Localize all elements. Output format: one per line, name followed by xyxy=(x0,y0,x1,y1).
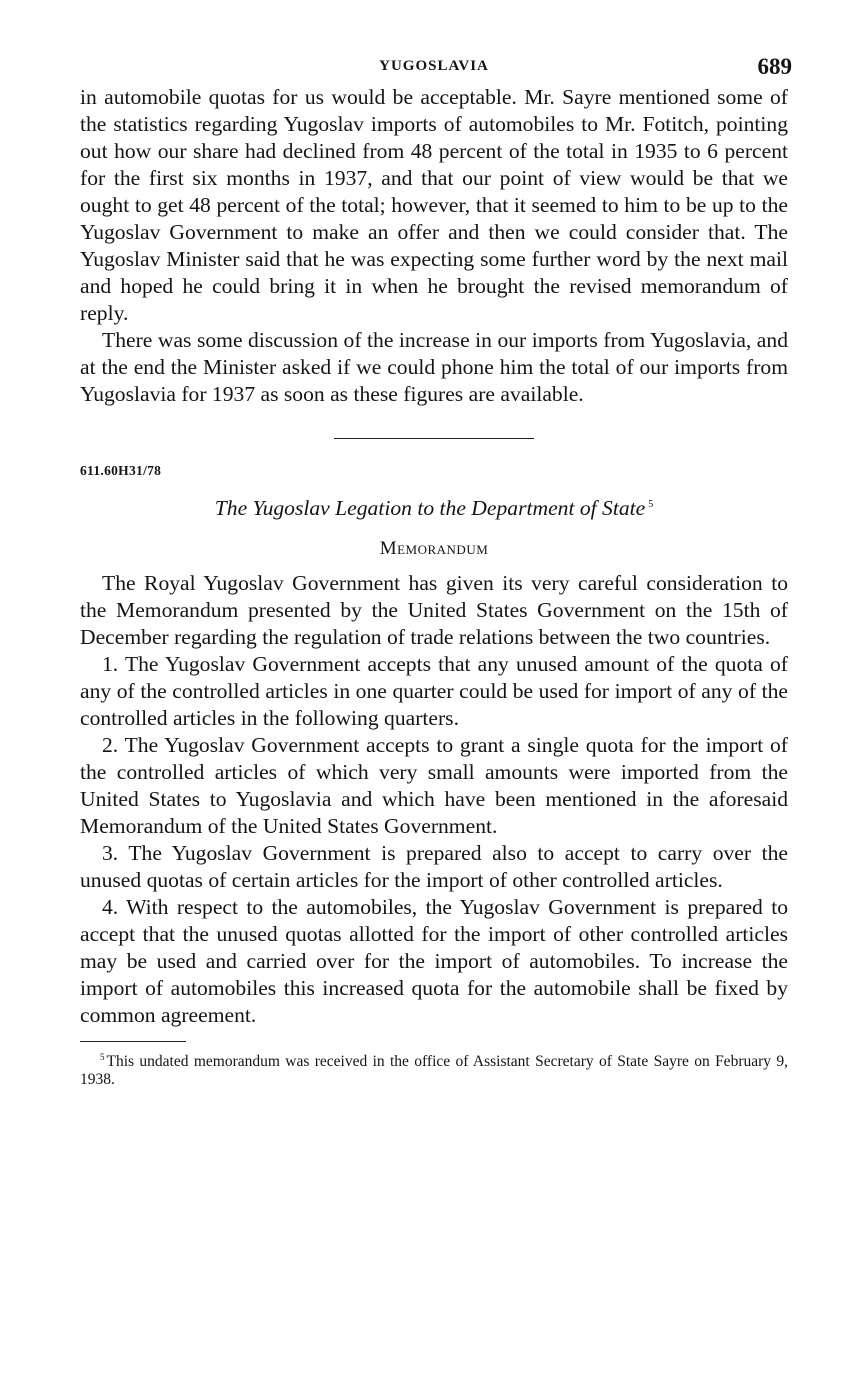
closing-paragraph: There was some discussion of the increase in our imports from Yugoslavia, and at the end the Minister asked if we could phone him the total of our imports from Yugoslavia for 1937 as soon as these figures are available. xyxy=(80,328,788,406)
running-title: YUGOSLAVIA xyxy=(379,58,489,74)
section-divider xyxy=(334,438,534,439)
continued-paragraph: in automobile quotas for us would be acceptable. Mr. Sayre mentioned some of the statistics regarding Yugoslav imports of automobiles to Mr. Fotitch, pointing out how our share had declined from 48 percent of the total in 1935 to 6 percent for the first six months in 1937, and that our point of view would be that we ought to get 48 percent of the total; however, that it seemed to him to be up to the Yugoslav Government to make an offer and then we could consider that. The Yugoslav Minister said that he was expecting some further word by the next mail and hoped he could bring it in when he brought the revised memorandum of reply. xyxy=(80,85,788,325)
memo-item-3: 3. The Yugoslav Government is prepared also to accept to carry over the unused quotas of certain articles for the import of other controlled articles. xyxy=(80,841,788,892)
footnote-text: This undated memorandum was received in the office of Assistant Secretary of State Sayre on February 9, 1938. xyxy=(80,1053,788,1088)
footnote-reference: 5 xyxy=(648,499,654,510)
footnote-divider xyxy=(80,1041,186,1042)
page-number: 689 xyxy=(757,54,792,79)
document-page xyxy=(80,54,792,1089)
memo-item-2: 2. The Yugoslav Government accepts to grant a single quota for the import of the controlled articles of which very small amounts were imported from the United States to Yugoslavia and which have been mentioned in the aforesaid Memorandum of the United States Government. xyxy=(80,733,788,838)
document-title-text: The Yugoslav Legation to the Department of State xyxy=(214,496,646,520)
running-head xyxy=(80,54,792,84)
footnote xyxy=(80,1048,788,1089)
document-title xyxy=(80,491,788,522)
memo-intro-paragraph: The Royal Yugoslav Government has given its very careful consideration to the Memorandum presented by the United States Government on the 15th of December regarding the regulation of trade relations between the two countries. xyxy=(80,571,788,649)
memo-item-1: 1. The Yugoslav Government accepts that any unused amount of the quota of any of the controlled articles in one quarter could be used for import of any of the controlled articles in the following quarters. xyxy=(80,652,788,730)
memorandum-label: Memorandum xyxy=(379,538,489,559)
memo-item-4: 4. With respect to the automobiles, the Yugoslav Government is prepared to accept that the unused quotas allotted for the import of other controlled articles may be used and carried over for the import of automobiles. To increase the import of automobiles this increased quota for the automobile shall be fixed by common agreement. xyxy=(80,895,788,1027)
footnote-marker: 5 xyxy=(100,1052,105,1062)
file-number: 611.60H31/78 xyxy=(80,463,162,478)
